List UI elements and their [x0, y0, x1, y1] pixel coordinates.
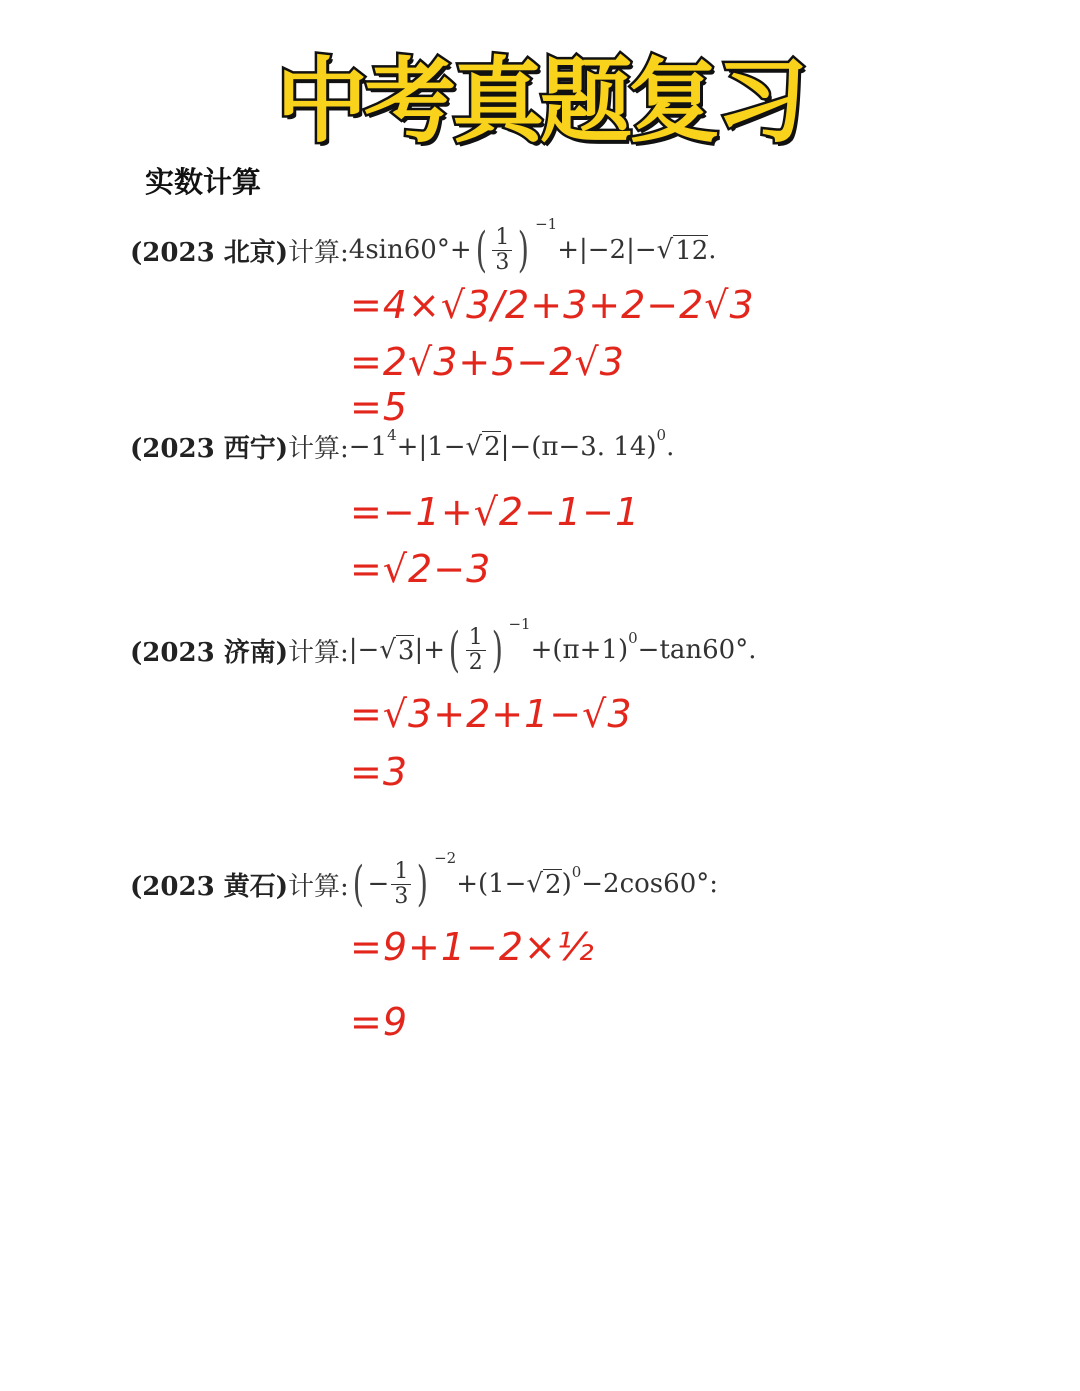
left-paren: (	[352, 856, 364, 912]
fraction-denominator: 3	[495, 249, 510, 275]
problem-source: (2023 济南)	[130, 637, 289, 668]
fraction-numerator: 1	[391, 860, 411, 885]
math-exponent: −2	[434, 849, 457, 867]
math-text: +|1−√	[396, 431, 483, 462]
math-text: −1	[348, 431, 388, 462]
math-exponent: −1	[535, 215, 558, 233]
handwritten-step: =5	[350, 385, 409, 429]
math-text: 4sin60°+	[348, 235, 472, 265]
math-superscript: 0	[656, 425, 667, 444]
math-superscript: 0	[628, 629, 638, 647]
problem-statement	[130, 425, 675, 465]
right-paren: )	[417, 856, 429, 912]
problem-verb: 计算:	[288, 871, 349, 902]
fraction-numerator: 1	[466, 626, 486, 651]
math-fraction	[492, 226, 512, 275]
math-text: −2cos60°:	[581, 869, 718, 899]
math-text: +(π+1)	[530, 635, 629, 665]
left-paren: (	[475, 222, 487, 278]
fraction-denominator: 3	[394, 883, 409, 909]
handwritten-step: =3	[350, 750, 409, 794]
right-paren: )	[518, 222, 530, 278]
section-heading: 实数计算	[145, 165, 262, 199]
math-text: −tan60°.	[637, 635, 757, 665]
math-text: |−√	[348, 635, 396, 665]
math-text: )	[561, 869, 572, 899]
handwritten-step: =2√3+5−2√3	[350, 340, 625, 384]
fraction-denominator: 2	[468, 649, 483, 675]
problem-verb: 计算:	[288, 434, 349, 464]
math-superscript: 4	[387, 425, 397, 444]
math-text: |+	[414, 635, 446, 665]
math-exponent: −1	[508, 615, 531, 633]
math-radicand: 2	[545, 869, 562, 900]
math-fraction	[391, 860, 411, 909]
problem-statement	[130, 849, 718, 912]
handwritten-step: =9+1−2×½	[350, 925, 595, 969]
handwritten-step: =4×√3/2+3+2−2√3	[350, 283, 755, 327]
right-paren: )	[491, 622, 503, 678]
math-superscript: 0	[571, 863, 582, 881]
math-text: .	[708, 235, 717, 265]
page-title: 中考真题复习	[275, 48, 804, 155]
handwritten-step: =9	[350, 1000, 409, 1044]
left-paren: (	[448, 622, 461, 678]
math-text: +|−2|−√	[557, 235, 674, 265]
problem-statement	[130, 215, 717, 278]
handwritten-step: =−1+√2−1−1	[350, 490, 641, 534]
problem-verb: 计算:	[288, 237, 349, 268]
math-negative: −	[367, 869, 390, 899]
problem-statement	[130, 615, 757, 678]
problem-source: (2023 黄石)	[130, 871, 289, 902]
fraction-numerator: 1	[492, 226, 512, 251]
math-fraction	[466, 626, 486, 675]
math-text: |−(π−3. 14)	[500, 431, 657, 462]
math-radicand: 2	[484, 432, 501, 462]
math-radicand: 12	[675, 235, 709, 266]
math-text: +(1−√	[456, 869, 544, 899]
math-radicand: 3	[397, 635, 415, 666]
math-text: .	[666, 431, 675, 462]
problem-source: (2023 北京)	[130, 237, 289, 268]
handwritten-step: =√3+2+1−√3	[350, 692, 633, 736]
handwritten-step: =√2−3	[350, 547, 492, 591]
problem-verb: 计算:	[288, 637, 349, 668]
problem-source: (2023 西宁)	[130, 434, 289, 464]
